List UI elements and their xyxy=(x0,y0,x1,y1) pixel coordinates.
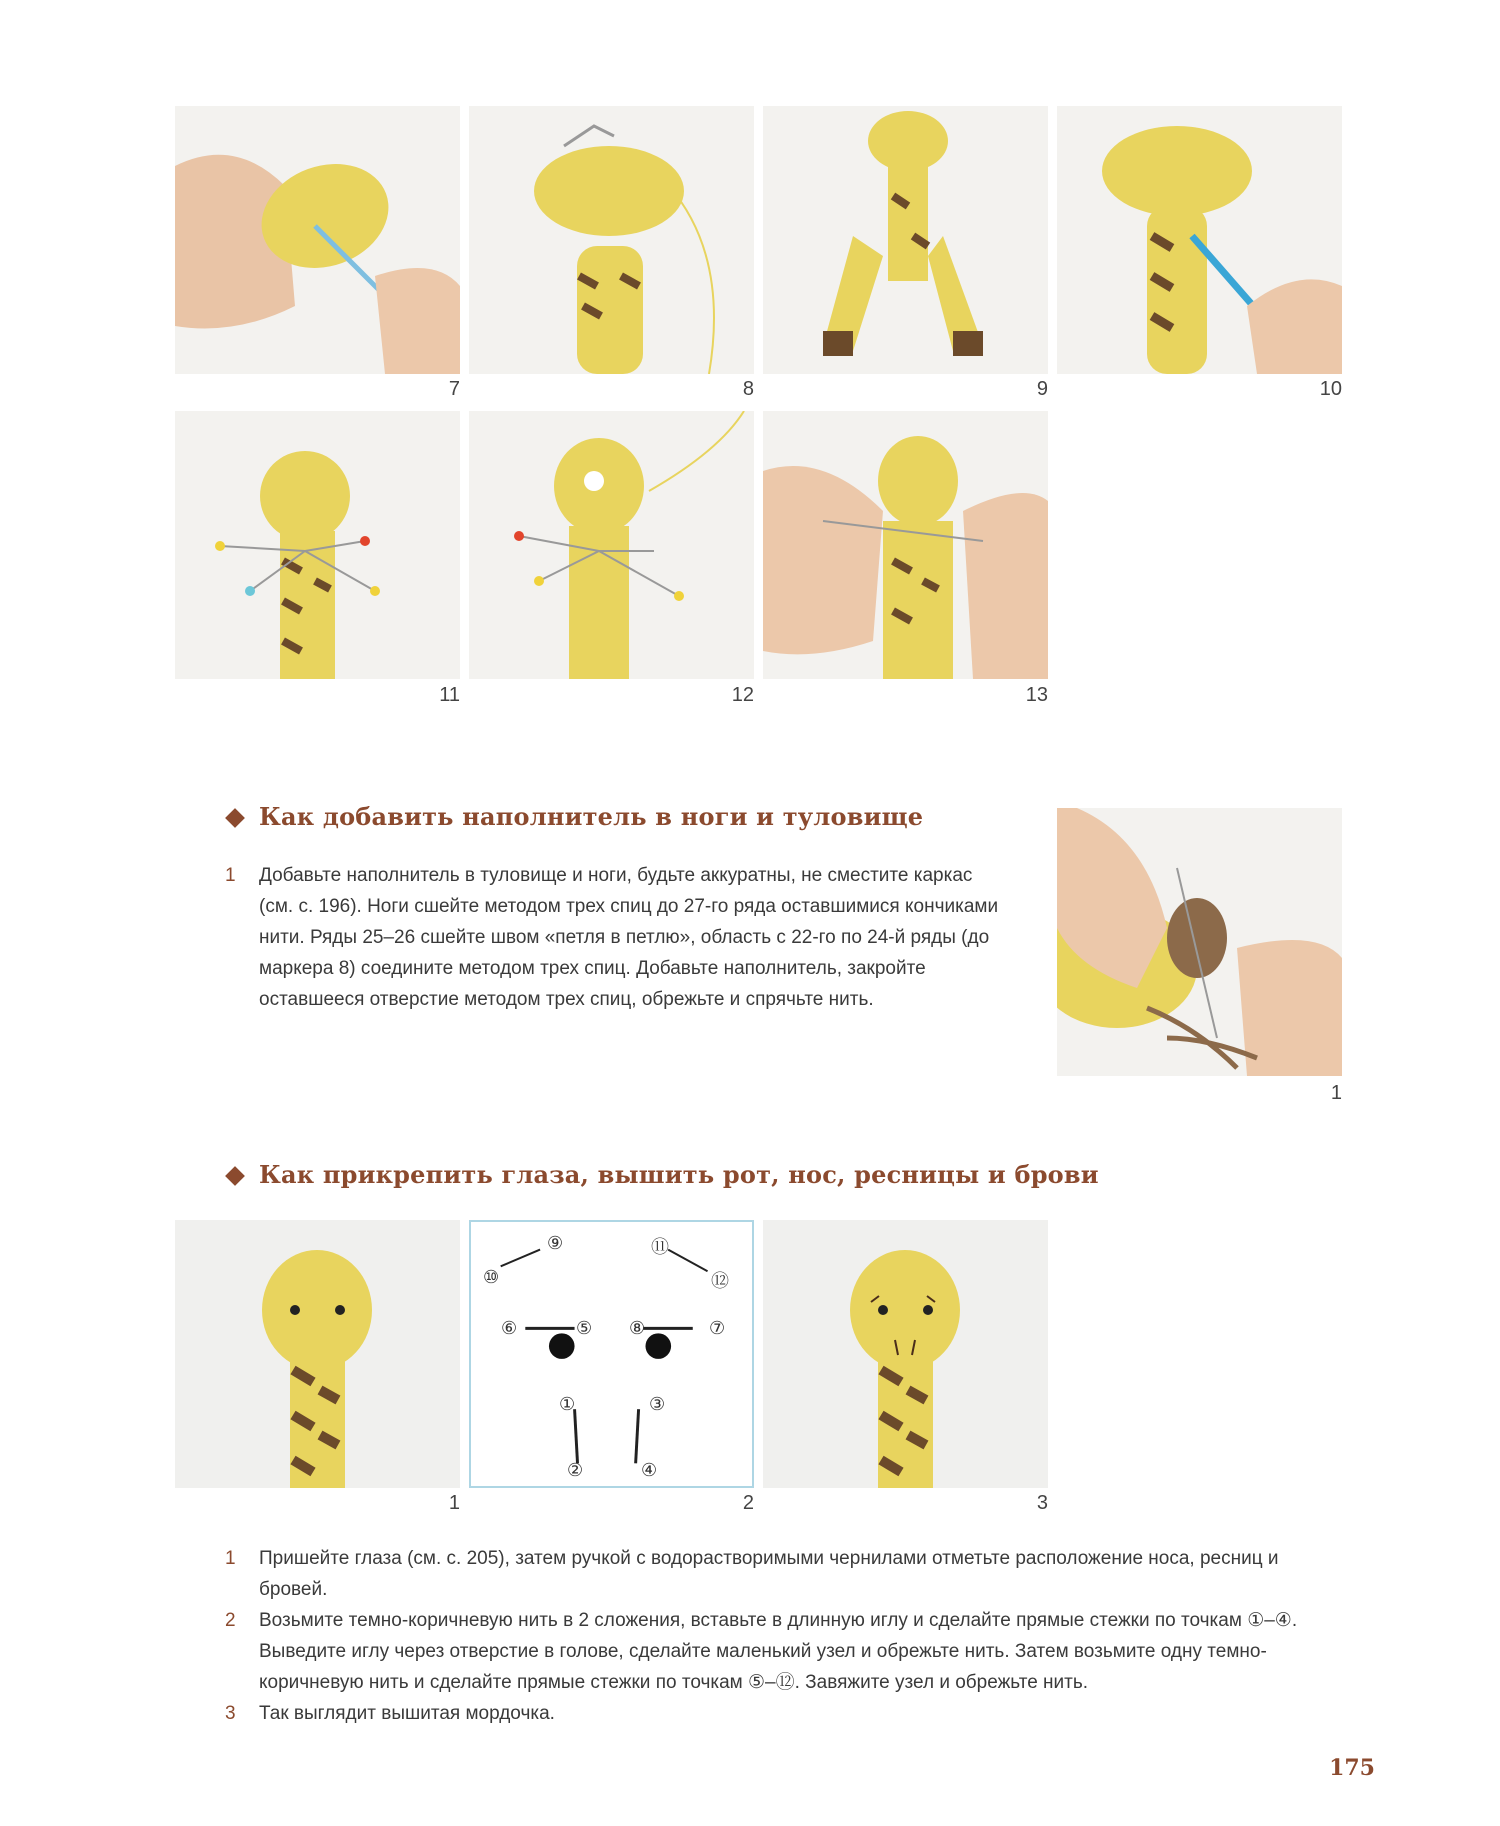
photo-caption: 10 xyxy=(1319,378,1342,400)
page-number: 175 xyxy=(1329,1755,1375,1781)
photo-step-7 xyxy=(175,106,460,374)
step-number: 1 xyxy=(225,1548,236,1569)
photo-caption: 3 xyxy=(1036,1492,1048,1514)
diagram-point: ⑧ xyxy=(629,1318,646,1338)
stuffing-steps xyxy=(225,860,1005,1015)
step-text: Возьмите темно-коричневую нить в 2 сложения, вставьте в длинную иглу и сделайте прямые стежки по точкам ①–④. Выведите иглу через отверстие в голове, сделайте маленький узел и обрежьте нить. Затем возьмите одну темно-коричневую нить и сделайте прямые стежки по точкам ⑤–⑫. Завяжите узел и обрежьте нить. xyxy=(259,1610,1298,1693)
section-bullet-icon xyxy=(225,808,245,828)
step-text: Добавьте наполнитель в туловище и ноги, будьте аккуратны, не сместите каркас (см. с. 196). Ноги сшейте методом трех спиц до 27-го ряда оставшимися кончиками нити. Ряды 25–26 сшейте швом «петля в петлю», область с 22-го по 24-й ряды (до маркера 8) соедините методом трех спиц. Добавьте наполнитель, закройте оставшееся отверстие методом трех спиц, обрежьте и спрячьте нить. xyxy=(259,865,999,1010)
photo-step-13 xyxy=(763,411,1048,679)
photo-caption: 9 xyxy=(1036,378,1048,400)
step-item xyxy=(225,1605,1343,1698)
photo-step-9 xyxy=(763,106,1048,374)
photo-caption: 7 xyxy=(448,378,460,400)
diagram-point: ⑦ xyxy=(709,1318,726,1338)
diagram-point: ② xyxy=(567,1460,584,1480)
photo-face-3 xyxy=(763,1220,1048,1488)
photo-caption: 11 xyxy=(439,684,460,706)
photo-face-1 xyxy=(175,1220,460,1488)
section-title-face: Как прикрепить глаза, вышить рот, нос, ресницы и брови xyxy=(259,1160,1099,1189)
face-steps xyxy=(225,1543,1343,1729)
photo-caption: 1 xyxy=(448,1492,460,1514)
photo-caption: 12 xyxy=(731,684,754,706)
diagram-point: ⑨ xyxy=(547,1233,564,1253)
step-number: 3 xyxy=(225,1703,236,1724)
embroidery-diagram xyxy=(469,1220,754,1488)
diagram-point: ④ xyxy=(641,1460,658,1480)
diagram-point: ⑪ xyxy=(651,1237,669,1257)
section-title-stuffing: Как добавить наполнитель в ноги и туловище xyxy=(259,802,924,831)
photo-stuffing-1 xyxy=(1057,808,1342,1076)
diagram-point: ⑩ xyxy=(483,1267,500,1287)
photo-step-11 xyxy=(175,411,460,679)
step-text: Так выглядит вышитая мордочка. xyxy=(259,1703,555,1724)
step-number: 1 xyxy=(225,865,236,886)
step-item xyxy=(225,1543,1343,1605)
photo-caption: 8 xyxy=(742,378,754,400)
diagram-point: ① xyxy=(559,1394,576,1414)
photo-step-10 xyxy=(1057,106,1342,374)
section-bullet-icon xyxy=(225,1166,245,1186)
photo-step-8 xyxy=(469,106,754,374)
photo-caption: 1 xyxy=(1330,1082,1342,1104)
photo-caption: 13 xyxy=(1025,684,1048,706)
diagram-point: ③ xyxy=(649,1394,666,1414)
step-item xyxy=(225,1698,1343,1729)
diagram-point: ⑥ xyxy=(501,1318,518,1338)
diagram-point: ⑤ xyxy=(576,1318,593,1338)
step-text: Пришейте глаза (см. с. 205), затем ручкой с водорастворимыми чернилами отметьте расположение носа, ресниц и бровей. xyxy=(259,1548,1279,1600)
photo-step-12 xyxy=(469,411,754,679)
step-item xyxy=(225,860,1005,1015)
diagram-point: ⑫ xyxy=(711,1271,729,1291)
step-number: 2 xyxy=(225,1610,236,1631)
photo-caption: 2 xyxy=(742,1492,754,1514)
